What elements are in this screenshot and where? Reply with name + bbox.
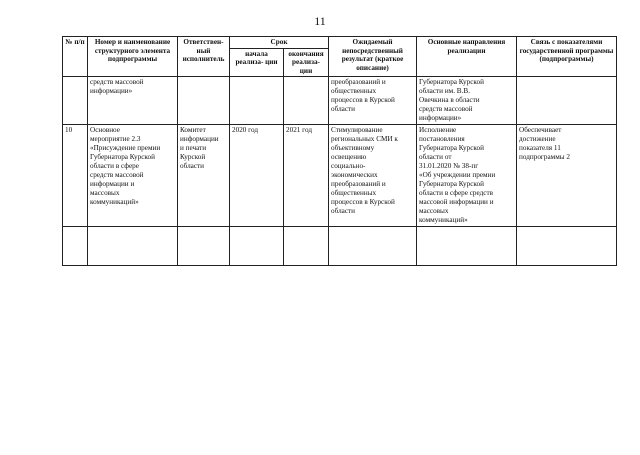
table-row <box>63 125 617 227</box>
cell-empty <box>517 227 617 266</box>
cell-num <box>63 77 88 125</box>
cell-executor: Комитет информации и печати Курской области <box>178 125 230 227</box>
cell-name: Основное мероприятие 2.3 «Присуждение премии Губернатора Курской области в сфере средств массовой информации и массовых коммуникаций» <box>88 125 178 227</box>
cell-empty <box>63 227 88 266</box>
cell-end <box>284 77 329 125</box>
cell-empty <box>284 227 329 266</box>
cell-name: средств массовой информации» <box>88 77 178 125</box>
cell-empty <box>178 227 230 266</box>
header-start: начала реализа- ции <box>230 48 284 77</box>
cell-empty <box>88 227 178 266</box>
cell-empty <box>417 227 517 266</box>
header-result: Ожидаемый непосредственный результат (краткое описание) <box>329 37 417 77</box>
header-end: окончания реализа- ции <box>284 48 329 77</box>
header-link: Связь с показателями государственной программы (подпрограммы) <box>517 37 617 77</box>
cell-link <box>517 77 617 125</box>
program-table <box>62 36 617 266</box>
header-name: Номер и наименование структурного элемента подпрограммы <box>88 37 178 77</box>
cell-result: Стимулирование региональных СМИ к объективному освещению социально- экономических преобразований и общественных процессов в Курской области <box>329 125 417 227</box>
table-row <box>63 77 617 125</box>
cell-end: 2021 год <box>284 125 329 227</box>
cell-executor <box>178 77 230 125</box>
header-num: № п/п <box>63 37 88 77</box>
cell-empty <box>230 227 284 266</box>
header-row <box>63 37 617 49</box>
cell-directions: Губернатора Курской области им. В.В. Овечкина в области средств массовой информации» <box>417 77 517 125</box>
cell-result: преобразований и общественных процессов в Курской области <box>329 77 417 125</box>
page-number: 11 <box>314 14 326 28</box>
header-term: Срок <box>230 37 329 49</box>
cell-num: 10 <box>63 125 88 227</box>
cell-directions: Исполнение постановления Губернатора Курской области от 31.01.2020 № 38-пг «Об учреждении премии Губернатора Курской области в сфере средств массовой информации и массовых коммуникаций» <box>417 125 517 227</box>
cell-link: Обеспечивает достижение показателя 11 подпрограммы 2 <box>517 125 617 227</box>
cell-empty <box>329 227 417 266</box>
cell-start: 2020 год <box>230 125 284 227</box>
cell-start <box>230 77 284 125</box>
table-row-empty <box>63 227 617 266</box>
header-executor: Ответствен- ный исполнитель <box>178 37 230 77</box>
header-directions: Основные направления реализации <box>417 37 517 77</box>
